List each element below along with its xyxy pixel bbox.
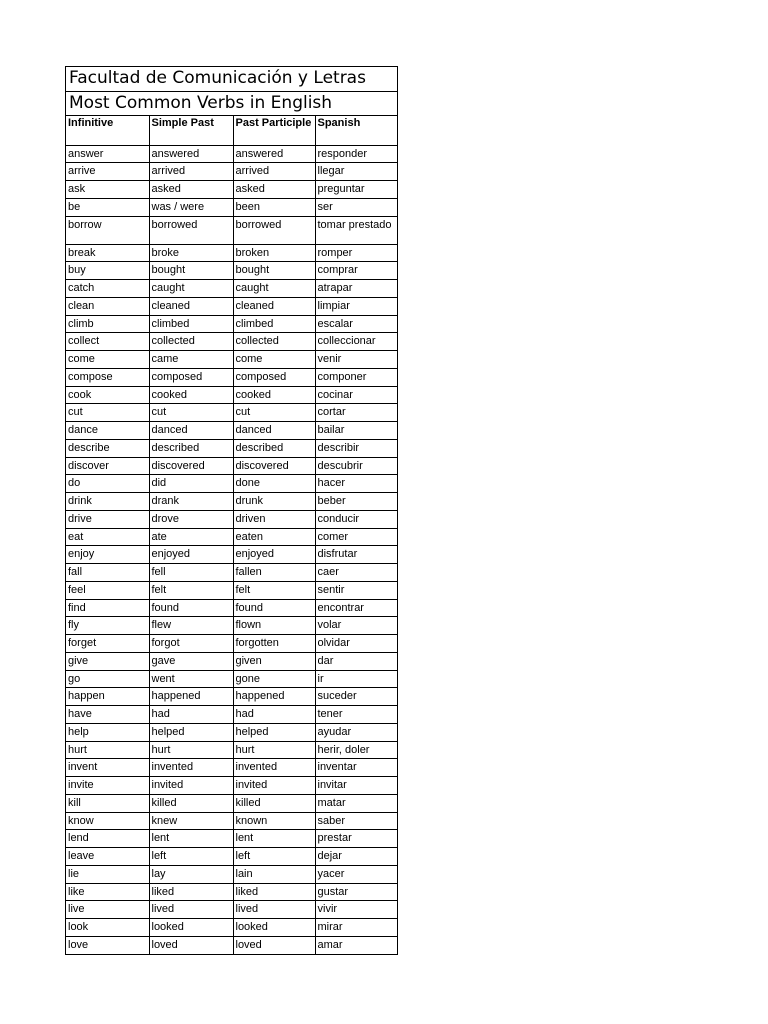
cell-past-participle: gone: [233, 670, 315, 688]
cell-spanish: describir: [315, 439, 397, 457]
cell-simple-past: cooked: [149, 386, 233, 404]
table-header-row: [66, 116, 397, 145]
cell-spanish: saber: [315, 812, 397, 830]
cell-spanish: suceder: [315, 688, 397, 706]
cell-infinitive: collect: [66, 333, 149, 351]
cell-infinitive: answer: [66, 145, 149, 163]
cell-simple-past: felt: [149, 581, 233, 599]
cell-spanish: atrapar: [315, 280, 397, 298]
cell-simple-past: cleaned: [149, 297, 233, 315]
cell-infinitive: give: [66, 652, 149, 670]
cell-infinitive: buy: [66, 262, 149, 280]
table-row: [66, 670, 397, 688]
table-row: [66, 830, 397, 848]
cell-simple-past: enjoyed: [149, 546, 233, 564]
cell-spanish: venir: [315, 351, 397, 369]
cell-past-participle: found: [233, 599, 315, 617]
cell-spanish: vivir: [315, 901, 397, 919]
cell-past-participle: given: [233, 652, 315, 670]
cell-spanish: disfrutar: [315, 546, 397, 564]
table-row: [66, 528, 397, 546]
table-row: [66, 564, 397, 582]
header-past-participle: Past Participle: [233, 116, 315, 145]
cell-spanish: volar: [315, 617, 397, 635]
cell-past-participle: borrowed: [233, 216, 315, 244]
table-row: [66, 848, 397, 866]
cell-past-participle: cooked: [233, 386, 315, 404]
table-row: [66, 280, 397, 298]
cell-simple-past: fell: [149, 564, 233, 582]
table-row: [66, 422, 397, 440]
cell-simple-past: described: [149, 439, 233, 457]
cell-simple-past: cut: [149, 404, 233, 422]
cell-infinitive: like: [66, 883, 149, 901]
cell-simple-past: asked: [149, 181, 233, 199]
table-row: [66, 198, 397, 216]
cell-simple-past: invented: [149, 759, 233, 777]
cell-simple-past: borrowed: [149, 216, 233, 244]
cell-infinitive: eat: [66, 528, 149, 546]
cell-simple-past: lent: [149, 830, 233, 848]
cell-simple-past: flew: [149, 617, 233, 635]
cell-spanish: sentir: [315, 581, 397, 599]
cell-infinitive: forget: [66, 635, 149, 653]
table-row: [66, 244, 397, 262]
table-row: [66, 688, 397, 706]
cell-infinitive: ask: [66, 181, 149, 199]
cell-past-participle: climbed: [233, 315, 315, 333]
cell-past-participle: eaten: [233, 528, 315, 546]
cell-spanish: bailar: [315, 422, 397, 440]
table-row: [66, 723, 397, 741]
table-row: [66, 351, 397, 369]
table-row: [66, 883, 397, 901]
cell-simple-past: happened: [149, 688, 233, 706]
cell-spanish: ir: [315, 670, 397, 688]
cell-spanish: inventar: [315, 759, 397, 777]
table-row: [66, 794, 397, 812]
cell-past-participle: left: [233, 848, 315, 866]
cell-simple-past: gave: [149, 652, 233, 670]
cell-past-participle: asked: [233, 181, 315, 199]
table-row: [66, 581, 397, 599]
cell-infinitive: hurt: [66, 741, 149, 759]
cell-spanish: hacer: [315, 475, 397, 493]
cell-spanish: cortar: [315, 404, 397, 422]
cell-past-participle: flown: [233, 617, 315, 635]
cell-past-participle: discovered: [233, 457, 315, 475]
cell-spanish: tomar prestado: [315, 216, 397, 244]
cell-infinitive: drive: [66, 510, 149, 528]
cell-infinitive: kill: [66, 794, 149, 812]
table-row: [66, 812, 397, 830]
verbs-table: [66, 116, 397, 954]
cell-infinitive: help: [66, 723, 149, 741]
cell-spanish: dejar: [315, 848, 397, 866]
cell-infinitive: clean: [66, 297, 149, 315]
cell-infinitive: happen: [66, 688, 149, 706]
cell-spanish: escalar: [315, 315, 397, 333]
cell-infinitive: fly: [66, 617, 149, 635]
cell-spanish: responder: [315, 145, 397, 163]
cell-infinitive: dance: [66, 422, 149, 440]
cell-simple-past: collected: [149, 333, 233, 351]
cell-spanish: conducir: [315, 510, 397, 528]
table-row: [66, 475, 397, 493]
cell-infinitive: look: [66, 919, 149, 937]
cell-simple-past: liked: [149, 883, 233, 901]
header-simple-past: Simple Past: [149, 116, 233, 145]
verbs-sheet: [65, 66, 398, 955]
cell-simple-past: broke: [149, 244, 233, 262]
cell-simple-past: left: [149, 848, 233, 866]
cell-past-participle: enjoyed: [233, 546, 315, 564]
cell-past-participle: known: [233, 812, 315, 830]
cell-past-participle: hurt: [233, 741, 315, 759]
table-row: [66, 333, 397, 351]
cell-spanish: componer: [315, 368, 397, 386]
cell-infinitive: come: [66, 351, 149, 369]
cell-past-participle: broken: [233, 244, 315, 262]
cell-simple-past: killed: [149, 794, 233, 812]
cell-spanish: matar: [315, 794, 397, 812]
cell-infinitive: do: [66, 475, 149, 493]
cell-infinitive: arrive: [66, 163, 149, 181]
cell-past-participle: happened: [233, 688, 315, 706]
cell-spanish: encontrar: [315, 599, 397, 617]
table-row: [66, 919, 397, 937]
cell-infinitive: live: [66, 901, 149, 919]
cell-past-participle: driven: [233, 510, 315, 528]
cell-spanish: ayudar: [315, 723, 397, 741]
cell-infinitive: describe: [66, 439, 149, 457]
table-body: [66, 145, 397, 954]
cell-simple-past: came: [149, 351, 233, 369]
cell-spanish: prestar: [315, 830, 397, 848]
cell-spanish: mirar: [315, 919, 397, 937]
cell-past-participle: collected: [233, 333, 315, 351]
table-row: [66, 216, 397, 244]
table-row: [66, 865, 397, 883]
table-row: [66, 493, 397, 511]
cell-past-participle: forgotten: [233, 635, 315, 653]
cell-infinitive: drink: [66, 493, 149, 511]
cell-simple-past: hurt: [149, 741, 233, 759]
cell-past-participle: bought: [233, 262, 315, 280]
cell-simple-past: invited: [149, 777, 233, 795]
cell-spanish: yacer: [315, 865, 397, 883]
table-row: [66, 706, 397, 724]
cell-spanish: preguntar: [315, 181, 397, 199]
cell-past-participle: answered: [233, 145, 315, 163]
cell-infinitive: climb: [66, 315, 149, 333]
cell-infinitive: cut: [66, 404, 149, 422]
cell-simple-past: drank: [149, 493, 233, 511]
cell-infinitive: know: [66, 812, 149, 830]
table-row: [66, 759, 397, 777]
cell-past-participle: loved: [233, 936, 315, 954]
cell-simple-past: was / were: [149, 198, 233, 216]
cell-infinitive: borrow: [66, 216, 149, 244]
cell-infinitive: lend: [66, 830, 149, 848]
cell-past-participle: killed: [233, 794, 315, 812]
table-row: [66, 315, 397, 333]
table-row: [66, 635, 397, 653]
table-row: [66, 777, 397, 795]
cell-past-participle: caught: [233, 280, 315, 298]
cell-past-participle: lain: [233, 865, 315, 883]
cell-simple-past: forgot: [149, 635, 233, 653]
cell-past-participle: lived: [233, 901, 315, 919]
cell-spanish: gustar: [315, 883, 397, 901]
table-row: [66, 439, 397, 457]
cell-simple-past: composed: [149, 368, 233, 386]
cell-past-participle: fallen: [233, 564, 315, 582]
cell-simple-past: knew: [149, 812, 233, 830]
cell-past-participle: liked: [233, 883, 315, 901]
cell-spanish: invitar: [315, 777, 397, 795]
cell-past-participle: come: [233, 351, 315, 369]
cell-simple-past: discovered: [149, 457, 233, 475]
cell-infinitive: love: [66, 936, 149, 954]
cell-simple-past: arrived: [149, 163, 233, 181]
cell-infinitive: invite: [66, 777, 149, 795]
cell-past-participle: invited: [233, 777, 315, 795]
cell-infinitive: catch: [66, 280, 149, 298]
cell-spanish: caer: [315, 564, 397, 582]
cell-infinitive: invent: [66, 759, 149, 777]
cell-simple-past: lived: [149, 901, 233, 919]
cell-simple-past: bought: [149, 262, 233, 280]
cell-spanish: romper: [315, 244, 397, 262]
cell-simple-past: had: [149, 706, 233, 724]
cell-spanish: comprar: [315, 262, 397, 280]
table-title: Most Common Verbs in English: [66, 92, 397, 116]
cell-infinitive: fall: [66, 564, 149, 582]
cell-infinitive: discover: [66, 457, 149, 475]
cell-spanish: ser: [315, 198, 397, 216]
cell-infinitive: go: [66, 670, 149, 688]
cell-spanish: cocinar: [315, 386, 397, 404]
cell-spanish: llegar: [315, 163, 397, 181]
header-infinitive: Infinitive: [66, 116, 149, 145]
cell-simple-past: loved: [149, 936, 233, 954]
cell-spanish: herir, doler: [315, 741, 397, 759]
cell-past-participle: looked: [233, 919, 315, 937]
cell-simple-past: helped: [149, 723, 233, 741]
cell-past-participle: lent: [233, 830, 315, 848]
cell-infinitive: cook: [66, 386, 149, 404]
table-row: [66, 510, 397, 528]
cell-simple-past: answered: [149, 145, 233, 163]
cell-infinitive: lie: [66, 865, 149, 883]
document-title: Facultad de Comunicación y Letras: [66, 67, 397, 92]
table-row: [66, 652, 397, 670]
cell-simple-past: danced: [149, 422, 233, 440]
cell-simple-past: ate: [149, 528, 233, 546]
cell-infinitive: break: [66, 244, 149, 262]
cell-simple-past: climbed: [149, 315, 233, 333]
cell-infinitive: feel: [66, 581, 149, 599]
cell-infinitive: have: [66, 706, 149, 724]
cell-past-participle: danced: [233, 422, 315, 440]
table-row: [66, 546, 397, 564]
cell-spanish: comer: [315, 528, 397, 546]
table-row: [66, 936, 397, 954]
cell-spanish: beber: [315, 493, 397, 511]
cell-past-participle: done: [233, 475, 315, 493]
table-row: [66, 297, 397, 315]
table-row: [66, 457, 397, 475]
cell-simple-past: went: [149, 670, 233, 688]
cell-spanish: descubrir: [315, 457, 397, 475]
cell-spanish: colleccionar: [315, 333, 397, 351]
cell-past-participle: had: [233, 706, 315, 724]
cell-simple-past: drove: [149, 510, 233, 528]
cell-simple-past: caught: [149, 280, 233, 298]
cell-past-participle: invented: [233, 759, 315, 777]
table-row: [66, 368, 397, 386]
table-row: [66, 404, 397, 422]
header-spanish: Spanish: [315, 116, 397, 145]
cell-past-participle: arrived: [233, 163, 315, 181]
cell-spanish: limpiar: [315, 297, 397, 315]
table-row: [66, 145, 397, 163]
table-row: [66, 901, 397, 919]
cell-infinitive: be: [66, 198, 149, 216]
table-row: [66, 741, 397, 759]
cell-spanish: olvidar: [315, 635, 397, 653]
cell-simple-past: found: [149, 599, 233, 617]
cell-past-participle: cut: [233, 404, 315, 422]
table-row: [66, 181, 397, 199]
cell-simple-past: lay: [149, 865, 233, 883]
cell-infinitive: find: [66, 599, 149, 617]
table-row: [66, 163, 397, 181]
table-row: [66, 599, 397, 617]
cell-infinitive: compose: [66, 368, 149, 386]
cell-infinitive: enjoy: [66, 546, 149, 564]
table-row: [66, 386, 397, 404]
cell-past-participle: cleaned: [233, 297, 315, 315]
cell-spanish: dar: [315, 652, 397, 670]
cell-past-participle: drunk: [233, 493, 315, 511]
cell-past-participle: felt: [233, 581, 315, 599]
cell-past-participle: described: [233, 439, 315, 457]
cell-past-participle: composed: [233, 368, 315, 386]
cell-simple-past: did: [149, 475, 233, 493]
cell-spanish: tener: [315, 706, 397, 724]
cell-infinitive: leave: [66, 848, 149, 866]
table-row: [66, 617, 397, 635]
cell-simple-past: looked: [149, 919, 233, 937]
table-row: [66, 262, 397, 280]
cell-spanish: amar: [317, 938, 343, 951]
cell-past-participle: been: [233, 198, 315, 216]
cell-past-participle: helped: [233, 723, 315, 741]
